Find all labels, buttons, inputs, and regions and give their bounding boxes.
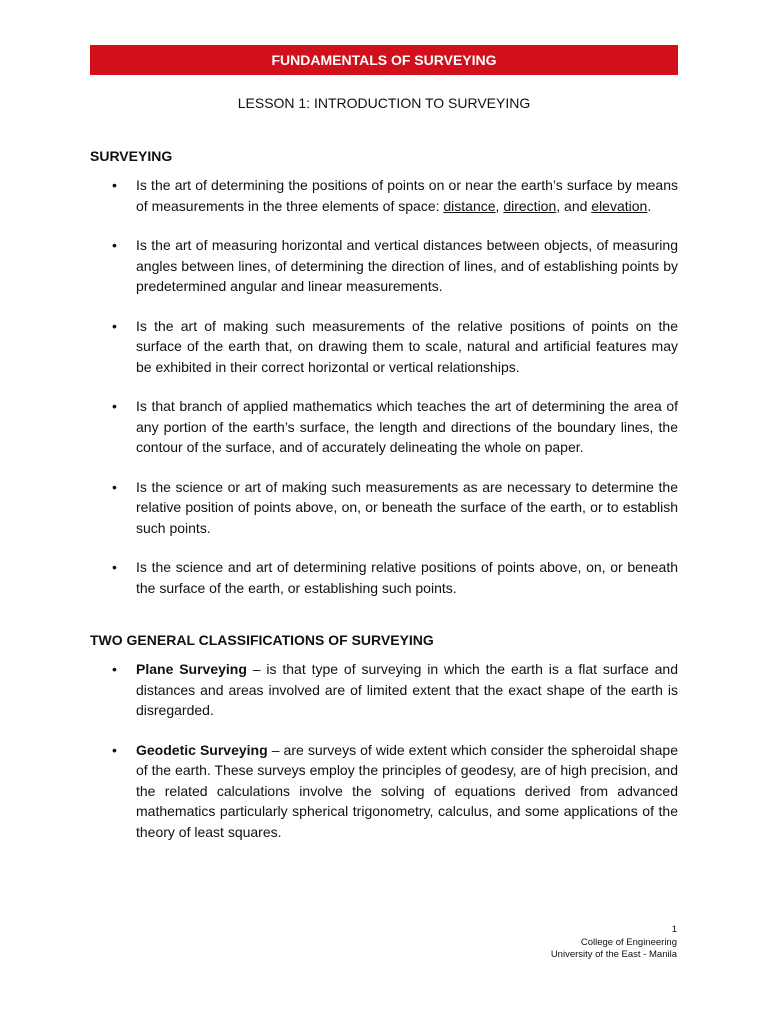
banner-title: FUNDAMENTALS OF SURVEYING — [271, 52, 497, 68]
term-geodetic-surveying: Geodetic Surveying — [136, 741, 268, 758]
surveying-definitions-list — [90, 175, 678, 598]
definition-text: Is the science or art of making such measurements as are necessary to determine the relative position of points above, on, or beneath the surface of the earth, or to establish such points. — [136, 478, 678, 536]
bullet-icon: • — [112, 237, 117, 253]
definition-text: Is that branch of applied mathematics which teaches the art of determining the area of any portion of the earth’s surface, the length and directions of the boundary lines, the contour of the surface, and of accurately delineating the whole on paper. — [136, 398, 678, 455]
list-item — [90, 175, 678, 216]
list-item — [90, 396, 678, 458]
separator: , and — [556, 197, 592, 214]
list-item — [90, 557, 678, 598]
list-item — [90, 316, 678, 378]
bullet-icon: • — [112, 661, 117, 677]
page-footer — [551, 924, 677, 962]
definition-text — [136, 175, 678, 216]
list-item — [90, 659, 678, 721]
term-distance: distance — [443, 197, 496, 214]
separator: , — [495, 197, 504, 214]
classifications-list — [90, 659, 678, 842]
definition-text: Is the art of measuring horizontal and vertical distances between objects, of measuring angles between lines, of determining the direction of lines, and of establishing points by predetermined angular and linear measurements. — [136, 237, 678, 294]
bullet-icon: • — [112, 398, 117, 414]
definition-text-part: Is the art of determining the positions of points on or near the earth’s surface by means of measurements in the three elements of space: — [136, 177, 678, 214]
definition-text: Is the art of making such measurements of the relative positions of points on the surface of the earth that, on drawing them to scale, natural and artificial features may be exhibited in their correct horizontal or vertical relationships. — [136, 317, 678, 375]
bullet-icon: • — [112, 559, 117, 575]
classification-text — [136, 740, 678, 843]
list-item — [90, 477, 678, 539]
bullet-icon: • — [112, 478, 117, 495]
geodetic-surveying-description: – are surveys of wide extent which consider the spheroidal shape of the earth. These surveys employ the principles of geodesy, are of high precision, and the related calculations involve the solving of equations derived from advanced mathematics particularly spherical trigonometry, calculus, and some applications of the theory of least squares. — [136, 741, 678, 840]
section-heading-surveying: SURVEYING — [90, 148, 173, 164]
list-item — [90, 740, 678, 843]
bullet-icon: • — [112, 177, 117, 193]
term-plane-surveying: Plane Surveying — [136, 661, 247, 677]
term-elevation: elevation — [591, 197, 648, 214]
period: . — [647, 197, 652, 214]
term-direction: direction — [503, 197, 557, 214]
footer-college: College of Engineering — [580, 936, 677, 948]
footer-university: University of the East - Manila — [550, 949, 677, 960]
section-heading-classifications: TWO GENERAL CLASSIFICATIONS OF SURVEYING — [90, 632, 434, 648]
bullet-icon: • — [112, 741, 117, 758]
list-item — [90, 235, 678, 297]
title-banner — [90, 45, 678, 75]
bullet-icon: • — [112, 317, 117, 334]
classification-text — [136, 659, 678, 721]
lesson-title: LESSON 1: INTRODUCTION TO SURVEYING — [237, 95, 531, 111]
document-page — [90, 45, 678, 842]
definition-text: Is the science and art of determining relative positions of points above, on, or beneath the surface of the earth, or establishing such points. — [136, 559, 678, 596]
plane-surveying-description: – is that type of surveying in which the earth is a flat surface and distances and areas involved are of limited extent that the exact shape of the earth is disregarded. — [136, 661, 678, 718]
page-number: 1 — [671, 924, 677, 935]
